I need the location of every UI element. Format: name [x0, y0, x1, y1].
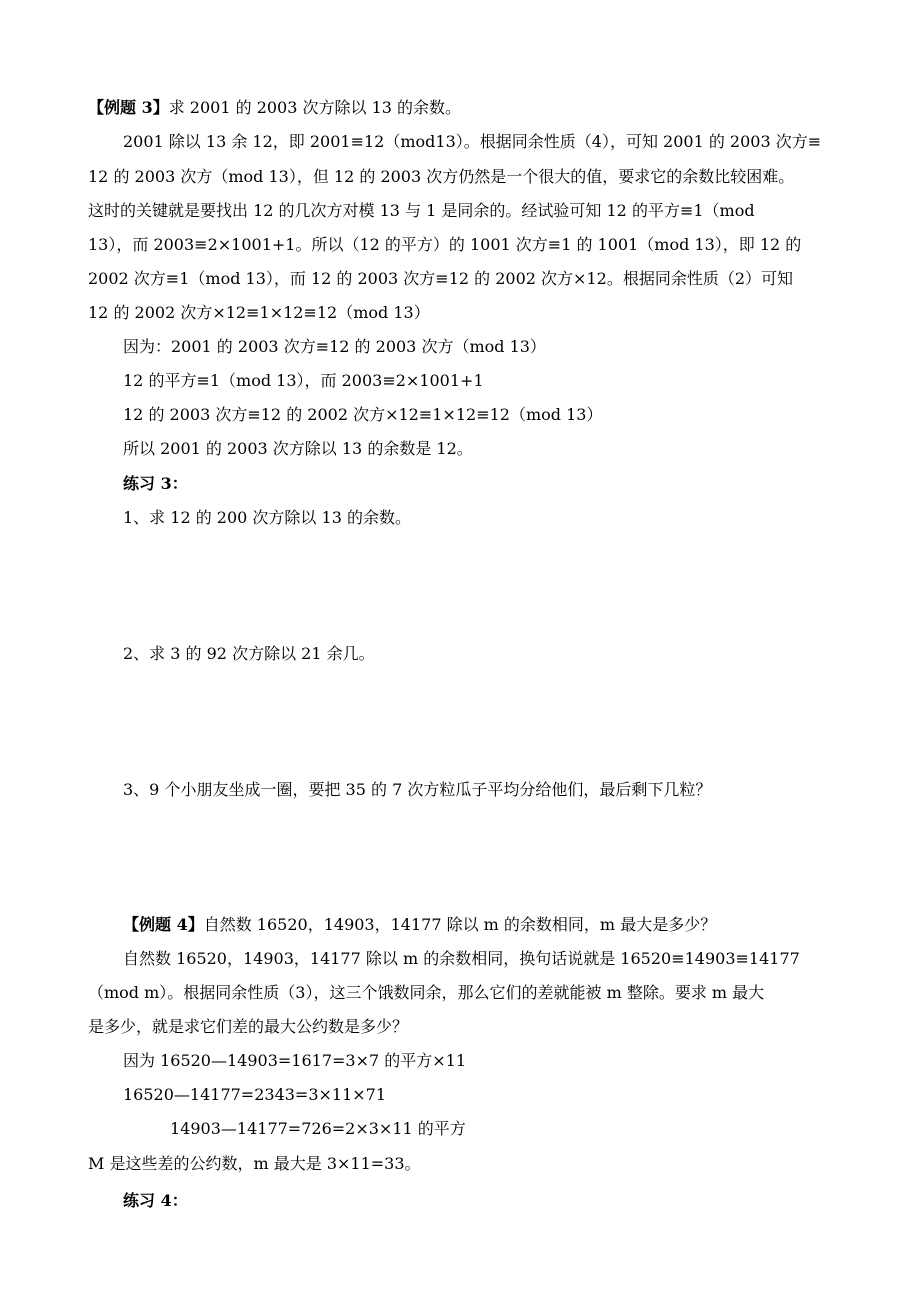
practice3-item: 2、求 3 的 92 次方除以 21 余几。: [123, 644, 375, 663]
example3-line: 2001 除以 13 余 12，即 2001≡12（mod13）。根据同余性质（4），可知 2001 的 2003 次方≡: [123, 132, 822, 151]
example3-heading: 【例题 3】: [88, 98, 169, 117]
example4-line: 因为 16520—14903=1617=3×7 的平方×11: [123, 1051, 467, 1070]
example3-line: 2002 次方≡1（mod 13），而 12 的 2003 次方≡12 的 2002 次方×12。根据同余性质（2）可知: [88, 269, 793, 288]
example3-title: [88, 97, 461, 119]
example4-heading: 【例题 4】: [123, 915, 204, 934]
practice3-item: 3、9 个小朋友坐成一圈，要把 35 的 7 次方粒瓜子平均分给他们，最后剩下几粒？: [123, 780, 712, 799]
example4-title: [123, 914, 716, 936]
example3-line: 12 的 2003 次方≡12 的 2002 次方×12≡1×12≡12（mod 13）: [123, 405, 603, 424]
practice4-heading: 练习 4：: [123, 1191, 188, 1210]
example3-line: 12 的平方≡1（mod 13），而 2003≡2×1001+1: [123, 371, 484, 390]
example3-line: 13），而 2003≡2×1001+1。所以（12 的平方）的 1001 次方≡1 的 1001（mod 13），即 12 的: [88, 235, 802, 254]
example3-line: 因为：2001 的 2003 次方≡12 的 2003 次方（mod 13）: [123, 337, 546, 356]
example4-line: M 是这些差的公约数，m 最大是 3×11=33。: [88, 1154, 421, 1173]
example3-question: 求 2001 的 2003 次方除以 13 的余数。: [168, 98, 462, 117]
example4-line: （mod m）。根据同余性质（3），这三个饿数同余，那么它们的差就能被 m 整除。要求 m 最大: [88, 983, 765, 1002]
practice3-heading: 练习 3：: [123, 474, 188, 493]
example3-line: 12 的 2002 次方×12≡1×12≡12（mod 13）: [88, 303, 430, 322]
example3-line: 所以 2001 的 2003 次方除以 13 的余数是 12。: [123, 439, 473, 458]
practice3-item: 1、求 12 的 200 次方除以 13 的余数。: [123, 508, 411, 527]
example3-line: 这时的关键就是要找出 12 的几次方对模 13 与 1 是同余的。经试验可知 12 的平方≡1（mod: [88, 201, 755, 220]
example4-line: 自然数 16520，14903，14177 除以 m 的余数相同，换句话说就是 16520≡14903≡14177: [123, 949, 800, 968]
example3-line: 12 的 2003 次方（mod 13），但 12 的 2003 次方仍然是一个很大的值，要求它的余数比较困难。: [88, 167, 795, 186]
example4-line: 16520—14177=2343=3×11×71: [123, 1085, 387, 1104]
example4-line: 是多少，就是求它们差的最大公约数是多少？: [88, 1017, 409, 1036]
example4-line: 14903—14177=726=2×3×11 的平方: [170, 1119, 466, 1138]
example4-question: 自然数 16520，14903，14177 除以 m 的余数相同，m 最大是多少？: [203, 915, 717, 934]
